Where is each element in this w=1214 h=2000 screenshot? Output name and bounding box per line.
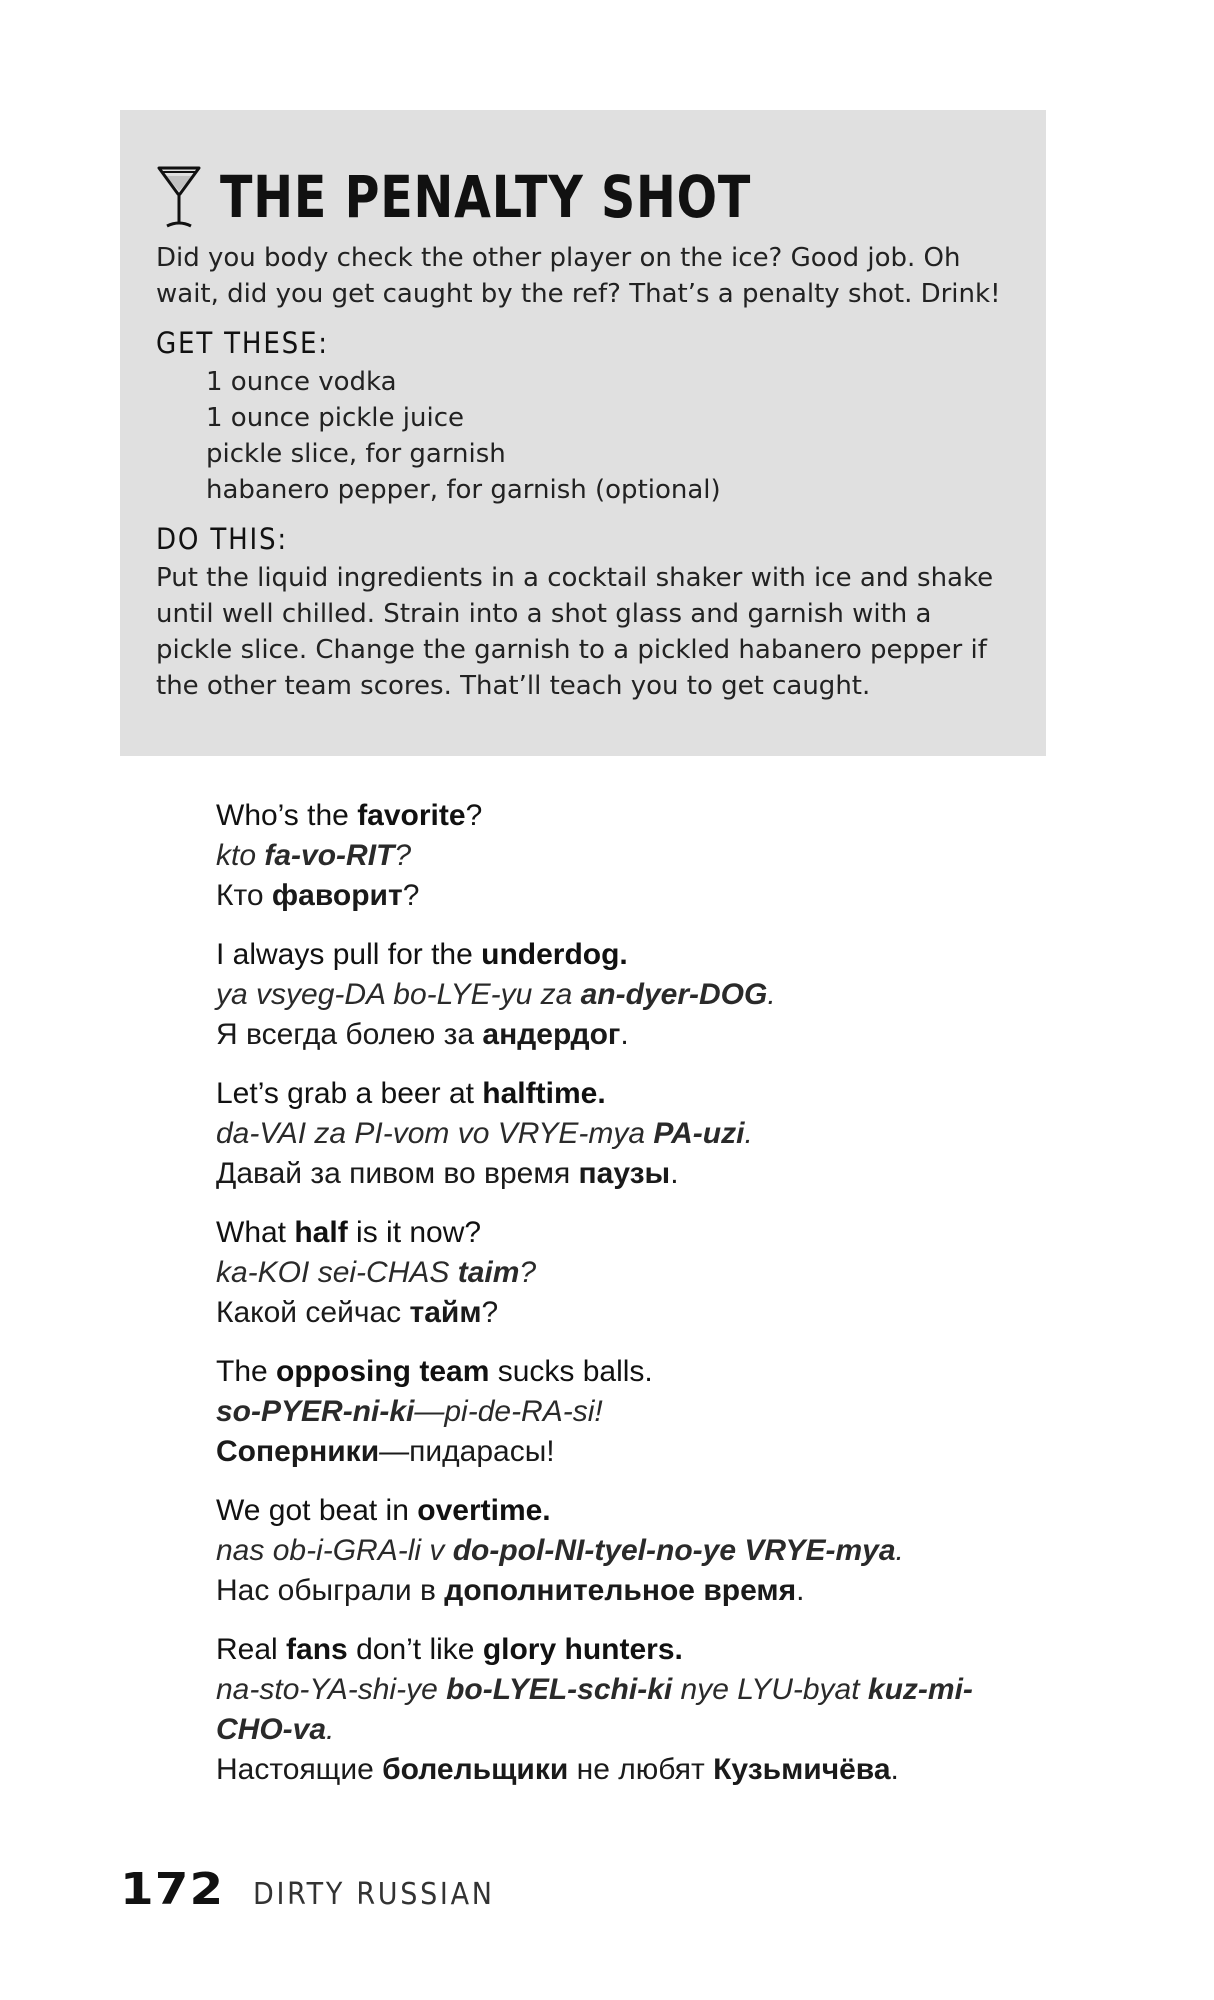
sidebar-title: THE PENALTY SHOT [220, 163, 752, 231]
phrase-text: ka-KOI sei-CHAS [216, 1256, 458, 1289]
phrase-entry [216, 1491, 1046, 1611]
vocab-term: PA-uzi [653, 1117, 745, 1150]
english-phrase [216, 796, 1046, 836]
phrase-text: What [216, 1216, 295, 1249]
ingredient-item: pickle slice, for garnish [206, 439, 506, 469]
english-phrase [216, 1213, 1046, 1253]
vocab-term: kuz-mi-CHO-va [216, 1673, 973, 1746]
phrase-text: is it now? [347, 1216, 482, 1249]
russian-phrase [216, 1293, 1046, 1333]
phrase-text: . [895, 1534, 904, 1567]
vocab-term: so-PYER-ni-ki [216, 1395, 415, 1428]
russian-phrase [216, 876, 1046, 916]
vocab-term: bo-LYEL-schi-ki [446, 1673, 673, 1706]
do-this-heading: DO THIS: [156, 522, 288, 556]
vocab-term: болельщики [382, 1753, 569, 1786]
phrase-text: na-sto-YA-shi-ye [216, 1673, 447, 1706]
phrase-entry [216, 1630, 1046, 1790]
phrase-text: We got beat in [216, 1494, 418, 1527]
sidebar-intro: Did you body check the other player on the ice? Good job. Oh wait, did you get caught by the ref? That’s a penalty shot. Drink! [156, 243, 1001, 309]
phrase-text: nye LYU-byat [672, 1673, 868, 1706]
book-title: DIRTY RUSSIAN [252, 1877, 495, 1912]
english-phrase [216, 935, 1046, 975]
phrase-text: ? [519, 1256, 537, 1289]
page-footer [120, 1864, 521, 1915]
sidebar-instructions: Put the liquid ingredients in a cocktail shaker with ice and shake until well chilled. Strain into a shot glass and garnish with a pickle slice. Change the garnish to a pickled habanero pepper if the other team scores. That’ll teach you to get caught. [156, 563, 994, 701]
phrase-text: ya vsyeg-DA bo-LYE-yu za [216, 978, 581, 1011]
phrase-text: ? [465, 799, 483, 832]
phrase-entry [216, 935, 1046, 1055]
phrase-text: sucks balls. [489, 1355, 653, 1388]
phrase-text: . [796, 1574, 805, 1607]
phrase-text: Давай за пивом во время [216, 1157, 579, 1190]
vocab-term: glory hunters. [482, 1633, 683, 1666]
vocab-term: fans [286, 1633, 348, 1666]
phrase-text: I always pull for the [216, 938, 482, 971]
vocab-term: паузы [578, 1157, 671, 1190]
russian-phrase [216, 1750, 1046, 1790]
russian-phrase [216, 1571, 1046, 1611]
vocab-term: overtime. [417, 1494, 551, 1527]
english-phrase [216, 1074, 1046, 1114]
transliteration [216, 1392, 1046, 1432]
vocab-term: фаворит [271, 879, 403, 912]
phrase-text: . [767, 978, 776, 1011]
phrase-text: Кто [216, 879, 272, 912]
transliteration [216, 1114, 1046, 1154]
page-number: 172 [120, 1864, 225, 1915]
ingredient-item: 1 ounce pickle juice [206, 403, 465, 433]
phrase-text: . [326, 1713, 335, 1746]
phrase-text: . [620, 1018, 629, 1051]
phrase-text: ? [481, 1296, 499, 1329]
phrase-text: —pi-de-RA-si! [414, 1395, 603, 1428]
phrase-text: The [216, 1355, 277, 1388]
phrase-text: Настоящие [216, 1753, 383, 1786]
vocab-term: андердог [482, 1018, 621, 1051]
vocab-term: дополнительное время [444, 1574, 797, 1607]
vocab-term: halftime. [482, 1077, 606, 1110]
vocab-term: do-pol-NI-tyel-no-ye VRYE-mya [452, 1534, 896, 1567]
phrase-text: kto [216, 839, 265, 872]
english-phrase [216, 1630, 1046, 1670]
phrase-text: Real [216, 1633, 287, 1666]
phrase-text: ? [394, 839, 412, 872]
phrase-text: Я всегда болею за [216, 1018, 483, 1051]
vocab-term: Кузьмичёва [713, 1753, 891, 1786]
transliteration [216, 1670, 1046, 1750]
english-phrase [216, 1491, 1046, 1531]
russian-phrase [216, 1154, 1046, 1194]
vocab-term: opposing team [276, 1355, 490, 1388]
phrase-text: Who’s the [216, 799, 358, 832]
get-these-heading: GET THESE: [156, 326, 329, 360]
phrase-text: don’t like [347, 1633, 483, 1666]
phrase-entry [216, 1352, 1046, 1472]
transliteration [216, 1531, 1046, 1571]
phrase-text: Let’s grab a beer at [216, 1077, 483, 1110]
phrase-text: —пидарасы! [379, 1435, 555, 1468]
russian-phrase [216, 1432, 1046, 1472]
russian-phrase [216, 1015, 1046, 1055]
vocab-term: Соперники [216, 1435, 380, 1468]
vocab-term: underdog. [481, 938, 628, 971]
vocab-term: taim [457, 1256, 520, 1289]
vocab-term: favorite [357, 799, 466, 832]
phrase-entry [216, 1074, 1046, 1194]
ingredient-item: habanero pepper, for garnish (optional) [206, 475, 721, 505]
phrase-text: nas ob-i-GRA-li v [216, 1534, 453, 1567]
phrase-text: . [744, 1117, 753, 1150]
transliteration [216, 836, 1046, 876]
transliteration [216, 975, 1046, 1015]
phrase-text: не любят [568, 1753, 714, 1786]
english-phrase [216, 1352, 1046, 1392]
vocab-term: half [294, 1216, 348, 1249]
cocktail-glass-icon [156, 164, 202, 230]
vocab-term: fa-vo-RIT [264, 839, 395, 872]
sidebar-title-row [156, 162, 1016, 232]
cocktail-sidebar [120, 110, 1046, 756]
ingredients-list [206, 364, 1016, 508]
phrase-text: ? [402, 879, 420, 912]
phrase-list [216, 796, 1046, 1809]
phrase-text: da-VAI za PI-vom vo VRYE-mya [216, 1117, 654, 1150]
ingredient-item: 1 ounce vodka [206, 367, 397, 397]
phrase-text: . [890, 1753, 899, 1786]
phrase-entry [216, 796, 1046, 916]
phrase-text: Нас обыграли в [216, 1574, 445, 1607]
phrase-text: Какой сейчас [216, 1296, 410, 1329]
phrase-entry [216, 1213, 1046, 1333]
phrase-text: . [670, 1157, 679, 1190]
vocab-term: тайм [409, 1296, 482, 1329]
transliteration [216, 1253, 1046, 1293]
vocab-term: an-dyer-DOG [580, 978, 768, 1011]
